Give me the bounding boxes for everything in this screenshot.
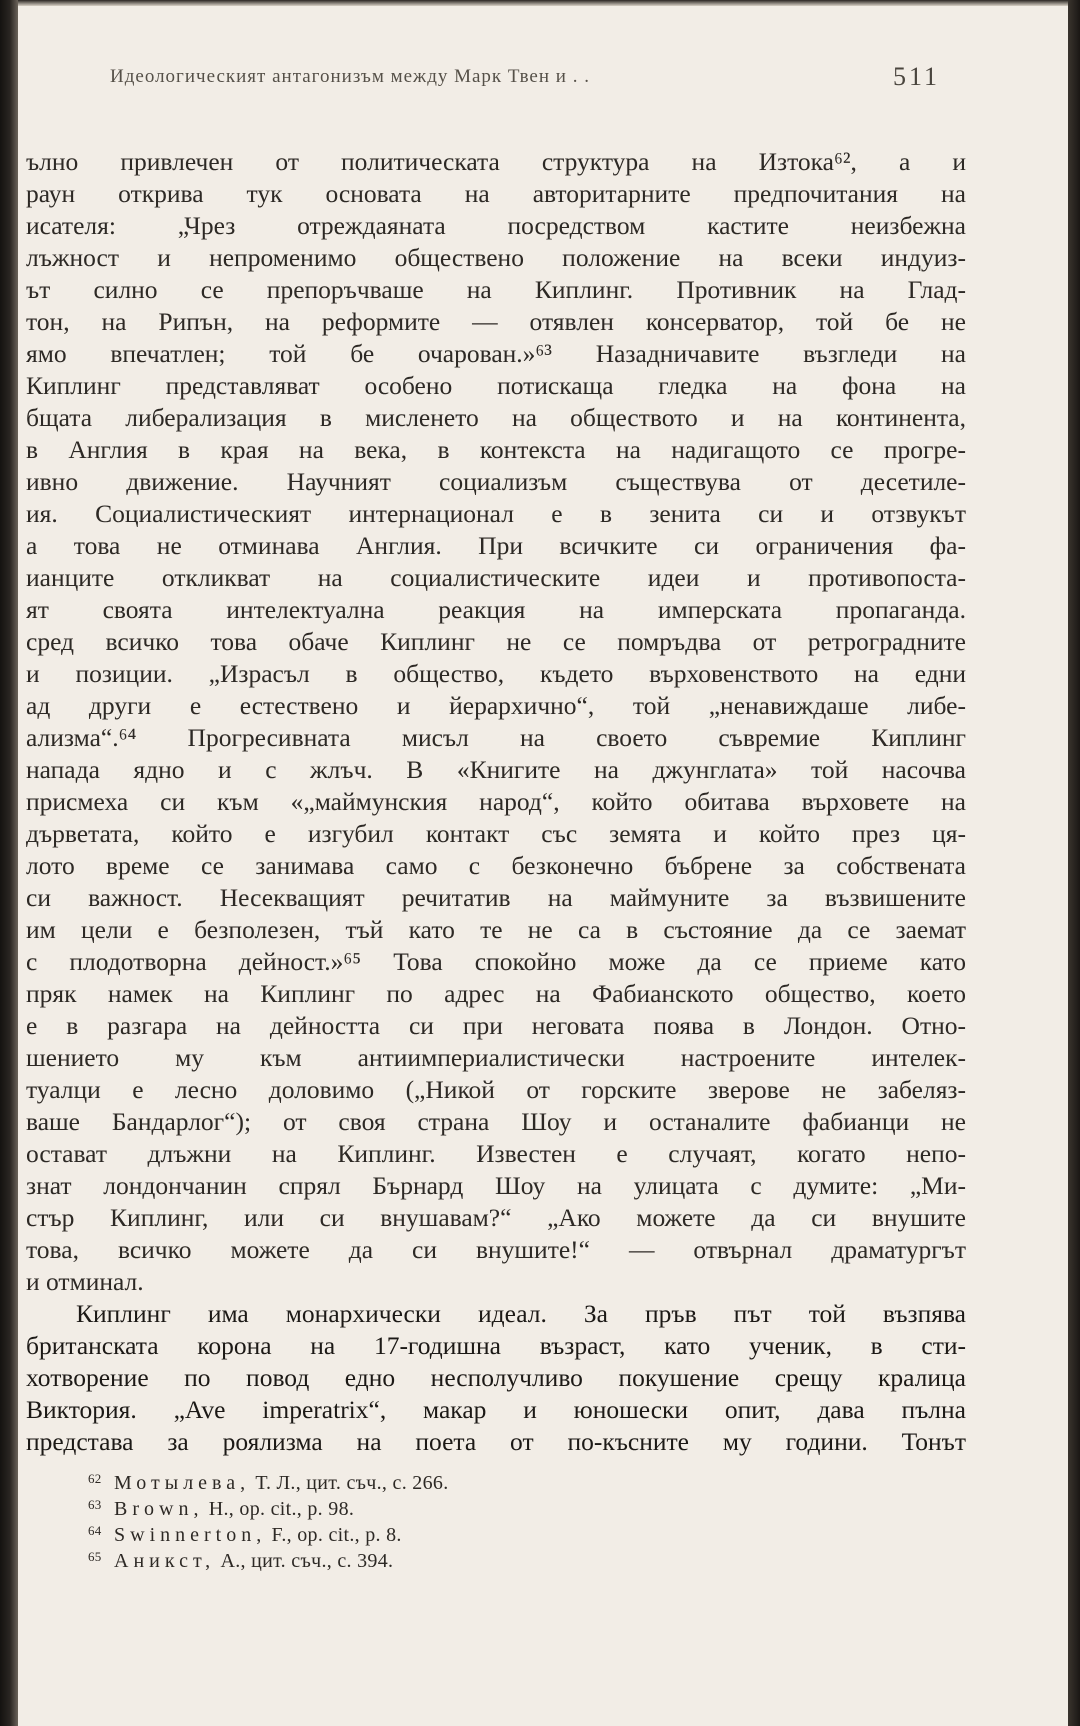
- text-line: остават длъжни на Киплинг. Известен е случаят, когато непо-: [26, 1139, 966, 1168]
- page-right-edge: [1068, 0, 1080, 1726]
- text-line: ваше Бандарлог“); от своя страна Шоу и останалите фабианци не: [26, 1107, 966, 1136]
- text-line: ивно движение. Научният социализъм съществува от десетиле-: [26, 467, 966, 496]
- text-line: дърветата, който е изгубил контакт със земята и който през ця-: [26, 819, 966, 848]
- text-line: и позиции. „Израсъл в общество, където върховенството на едни: [26, 659, 966, 688]
- text-line: раун открива тук основата на авторитарните предпочитания на: [26, 179, 966, 208]
- text-line: лъжност и непроменимо обществено положение на всеки индуиз-: [26, 243, 966, 272]
- text-line: британската корона на 17-годишна възраст, като ученик, в сти-: [26, 1331, 966, 1360]
- text-line: ианците откликват на социалистическите идеи и противопоста-: [26, 563, 966, 592]
- text-line: сред всичко това обаче Киплинг не се помръдва от ретроградните: [26, 627, 966, 656]
- text-line: ълно привлечен от политическата структура на Изтока⁶², а и: [26, 147, 966, 176]
- text-line: ямо впечатлен; той бе очарован.»⁶³ Назадничавите възгледи на: [26, 339, 966, 368]
- page-top-edge: [0, 0, 1068, 6]
- footnote-number: 63: [88, 1497, 102, 1512]
- footnote-author: Swinnerton,: [114, 1524, 267, 1546]
- footnote: [88, 1466, 449, 1492]
- text-line: туалци е лесно доловимо („Никой от горските зверове не забеляз-: [26, 1075, 966, 1104]
- footnote: [88, 1544, 393, 1570]
- text-line: е в разгара на дейността си при неговата поява в Лондон. Отно-: [26, 1011, 966, 1040]
- text-line: знат лондончанин спрял Бърнард Шоу на улицата с думите: „Ми-: [26, 1171, 966, 1200]
- text-line: исателя: „Чрез отреждаяната посредством кастите неизбежна: [26, 211, 966, 240]
- footnote-text: Т. Л., цит. съч., с. 266.: [250, 1472, 449, 1494]
- page-number: 511: [893, 62, 941, 91]
- text-line: ализма“.⁶⁴ Прогресивната мисъл на своето съвремие Киплинг: [26, 723, 966, 752]
- text-line: бщата либерализация в мисленето на обществото и на континента,: [26, 403, 966, 432]
- text-line: ад други е естествено и йерархично“, той „ненавиждаше либе-: [26, 691, 966, 720]
- text-line: лото време се занимава само с безконечно бъбрене за собствената: [26, 851, 966, 880]
- footnote-text: А., цит. съч., с. 394.: [215, 1550, 394, 1572]
- text-line: пряк намек на Киплинг по адрес на Фабианското общество, което: [26, 979, 966, 1008]
- footnote: [88, 1492, 354, 1518]
- text-line: шението му към антиимпериалистически настроените интелек-: [26, 1043, 966, 1072]
- text-line: стър Киплинг, или си внушавам?“ „Ако можете да си внушите: [26, 1203, 966, 1232]
- text-line: им цели е безполезен, тъй като те не са в състояние да се заемат: [26, 915, 966, 944]
- page-binding-shadow: [0, 0, 18, 1726]
- text-line: с плодотворна дейност.»⁶⁵ Това спокойно може да се приеме като: [26, 947, 966, 976]
- text-line: присмеха си към «„маймунския народ“, който обитава върховете на: [26, 787, 966, 816]
- footnote-author: Brown,: [114, 1498, 204, 1520]
- footnote-number: 64: [88, 1523, 102, 1538]
- text-line: и отминал.: [26, 1267, 144, 1296]
- footnote-number: 65: [88, 1549, 102, 1564]
- text-line: тон, на Рипън, на реформите — отявлен консерватор, той бе не: [26, 307, 966, 336]
- footnote: [88, 1518, 402, 1544]
- text-line: ят своята интелектуална реакция на имперската пропаганда.: [26, 595, 966, 624]
- running-head: Идеологическият антагонизъм между Марк Твен и . .: [110, 66, 590, 87]
- footnote-number: 62: [88, 1471, 102, 1486]
- footnote-text: F., op. cit., p. 8.: [266, 1524, 402, 1546]
- text-line: в Англия в края на века, в контекста на надигащото се прогре-: [26, 435, 966, 464]
- footnote-author: Аникст,: [114, 1550, 216, 1572]
- text-line: напада ядно и с жлъч. В «Книгите на джунглата» той насочва: [26, 755, 966, 784]
- text-line: Киплинг има монархически идеал. За пръв път той възпява: [76, 1299, 966, 1328]
- text-line: ът силно се препоръчваше на Киплинг. Противник на Глад-: [26, 275, 966, 304]
- text-line: си важност. Несекващият речитатив на маймуните за възвишените: [26, 883, 966, 912]
- text-line: Виктория. „Ave imperatrix“, макар и юношески опит, дава пълна: [26, 1395, 966, 1424]
- text-line: ия. Социалистическият интернационал е в зенита си и отзвукът: [26, 499, 966, 528]
- footnote-author: Мотылева,: [114, 1472, 251, 1494]
- text-line: представа за роялизма на поета от по-късните му години. Тонът: [26, 1427, 966, 1456]
- text-line: а това не отминава Англия. При всичките си ограничения фа-: [26, 531, 966, 560]
- text-line: Киплинг представляват особено потискаща гледка на фона на: [26, 371, 966, 400]
- text-line: това, всичко можете да си внушите!“ — отвърнал драматургът: [26, 1235, 966, 1264]
- text-line: хотворение по повод едно несполучливо покушение срещу кралица: [26, 1363, 966, 1392]
- footnote-text: H., op. cit., p. 98.: [203, 1498, 355, 1520]
